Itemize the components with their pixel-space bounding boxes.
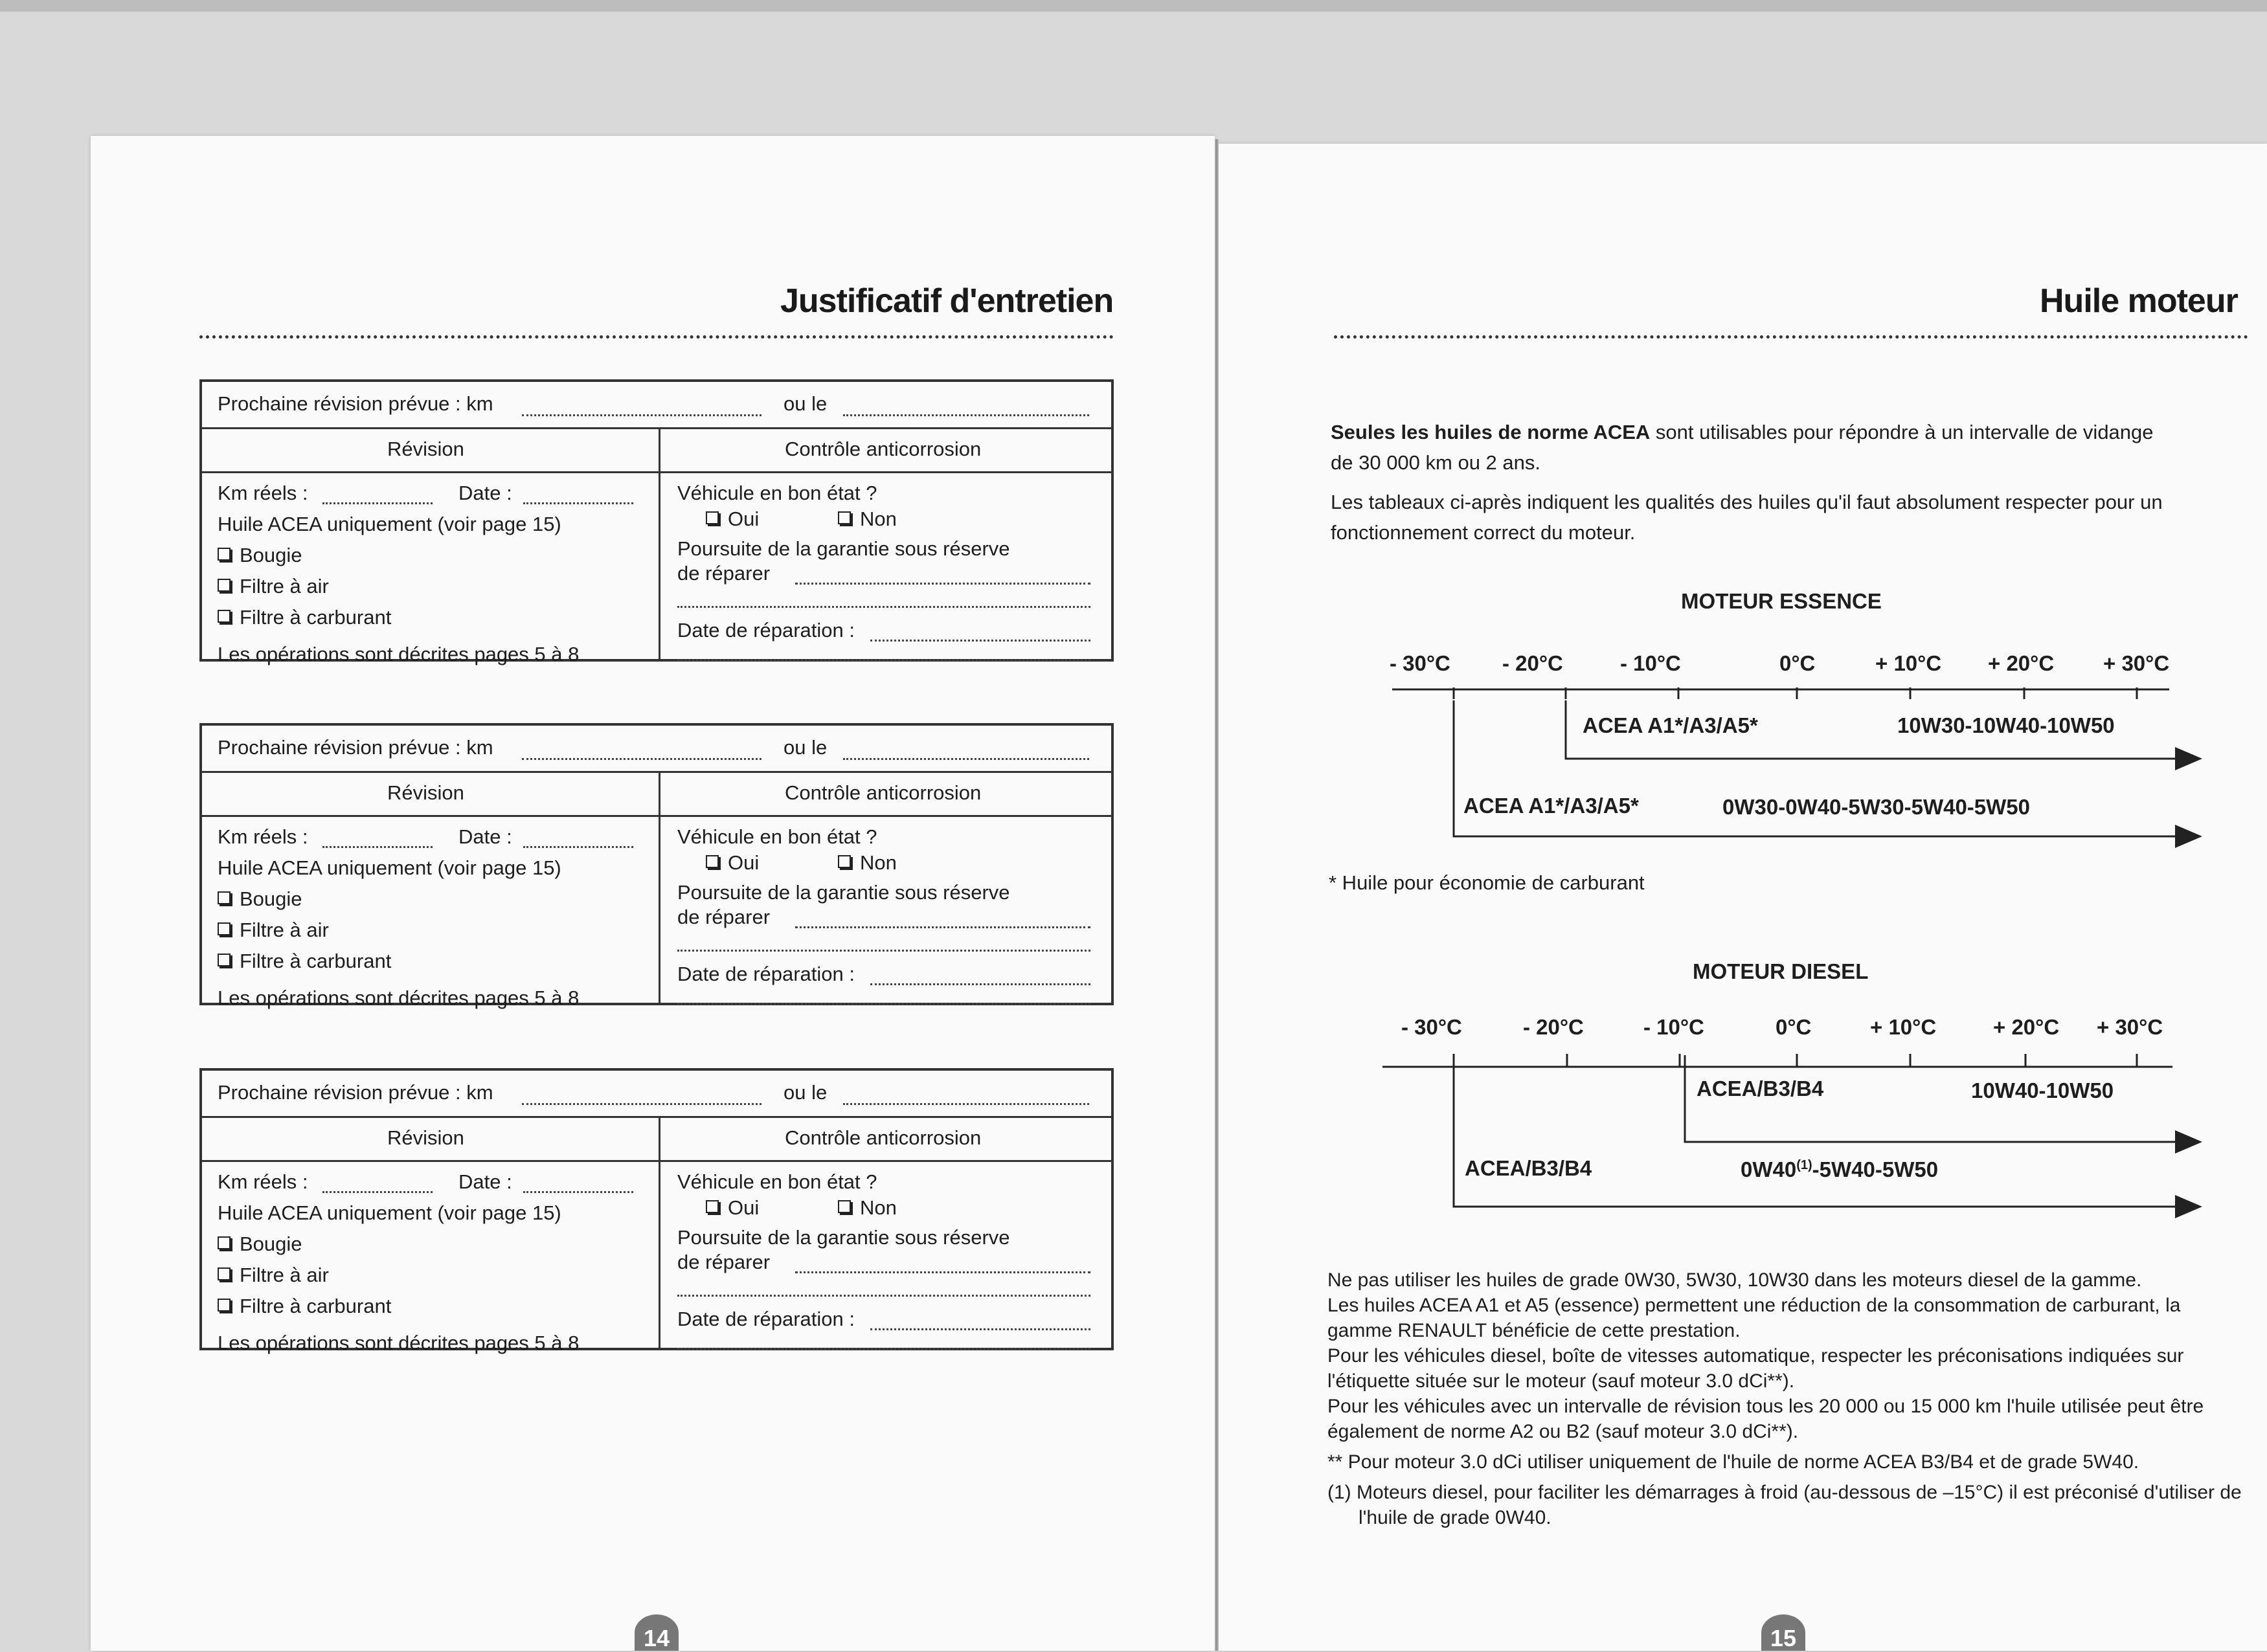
essence-row2-grades: 0W30-0W40-5W30-5W40-5W50 — [1722, 795, 2030, 819]
warranty-line1: Poursuite de la garantie sous réserve — [677, 1226, 1010, 1249]
repair-date-label: Date de réparation : — [677, 1308, 855, 1330]
diesel-row2-grade-b: -5W40-5W50 — [1812, 1157, 1939, 1181]
right-page-title: Huile moteur — [2040, 282, 2238, 320]
note-4: Pour les véhicules avec un intervalle de révision tous les 20 000 ou 15 000 km l'huile utilisée peut être également de norme A2 ou B2 (sauf moteur 3.0 dCi**). — [1327, 1396, 2204, 1442]
yes-label: Oui — [728, 508, 760, 530]
fuel-label: Filtre à carburant — [240, 1295, 392, 1317]
oil-label: Huile ACEA uniquement (voir page 15) — [218, 856, 561, 879]
page-number-14: 14 — [635, 1614, 679, 1651]
note-2: Les huiles ACEA A1 et A5 (essence) permettent une réduction de la consommation de carburant, la gamme RENAULT bénéficie de cette prestation. — [1327, 1295, 2181, 1341]
essence-temp-0: 0°C — [1779, 651, 1816, 675]
repair-date-label: Date de réparation : — [677, 619, 855, 642]
diesel-temp-0: 0°C — [1776, 1015, 1812, 1039]
anticorrosion-header: Contrôle anticorrosion — [785, 781, 982, 804]
diesel-heading: MOTEUR DIESEL — [1693, 959, 1869, 983]
warranty-line1: Poursuite de la garantie sous réserve — [677, 537, 1010, 560]
notes-block — [1327, 1267, 2247, 1530]
note-1: Ne pas utiliser les huiles de grade 0W30, 5W30, 10W30 dans les moteurs diesel de la gamme. — [1327, 1269, 2142, 1291]
left-page-title: Justificatif d'entretien — [780, 282, 1114, 320]
diesel-temp-p30: + 30°C — [2097, 1015, 2163, 1039]
warranty-line2: de réparer — [677, 906, 771, 928]
spark-label: Bougie — [240, 887, 302, 910]
essence-row2-norm: ACEA A1*/A3/A5* — [1463, 794, 1639, 818]
or-label: ou le — [784, 392, 828, 415]
no-label: Non — [860, 851, 897, 874]
diesel-temp-p20: + 20°C — [1993, 1015, 2060, 1039]
operations-text: Les opérations sont décrites pages 5 à 8 — [218, 643, 580, 665]
diesel-row2-grade-a: 0W40 — [1741, 1157, 1797, 1181]
repair-date-label: Date de réparation : — [677, 963, 855, 985]
note-3: Pour les véhicules diesel, boîte de vitesses automatique, respecter les préconisations indiquées sur l'étiquette située sur le moteur (sauf moteur 3.0 dCi**). — [1327, 1345, 2184, 1392]
note-double-star: ** Pour moteur 3.0 dCi utiliser uniquement de l'huile de norme ACEA B3/B4 et de grade 5W40. — [1327, 1451, 2139, 1473]
oil-label: Huile ACEA uniquement (voir page 15) — [218, 513, 561, 535]
warranty-line2: de réparer — [677, 562, 771, 585]
essence-row1-norm: ACEA A1*/A3/A5* — [1583, 713, 1758, 737]
anticorrosion-header: Contrôle anticorrosion — [785, 1126, 982, 1149]
diesel-temp-m20: - 20°C — [1523, 1015, 1584, 1039]
km-label: Km réels : — [218, 482, 308, 504]
operations-text: Les opérations sont décrites pages 5 à 8 — [218, 1332, 580, 1354]
or-label: ou le — [784, 1081, 828, 1104]
diesel-row2-norm: ACEA/B3/B4 — [1465, 1156, 1592, 1180]
vehicle-ok-label: Véhicule en bon état ? — [677, 1170, 877, 1193]
anticorrosion-header: Contrôle anticorrosion — [785, 438, 982, 460]
diesel-row1-grades: 10W40-10W50 — [1971, 1078, 2114, 1102]
air-label: Filtre à air — [240, 919, 329, 941]
no-label: Non — [860, 1196, 897, 1219]
next-revision-label: Prochaine révision prévue : km — [218, 392, 493, 415]
warranty-line1: Poursuite de la garantie sous réserve — [677, 881, 1010, 904]
essence-temp-m10: - 10°C — [1620, 651, 1681, 675]
or-label: ou le — [784, 736, 828, 759]
fuel-label: Filtre à carburant — [240, 950, 392, 972]
date-label: Date : — [458, 1170, 512, 1193]
vehicle-ok-label: Véhicule en bon état ? — [677, 482, 877, 504]
note-footnote-1: (1) Moteurs diesel, pour faciliter les démarrages à froid (au-dessous de –15°C) il est préconisé d'utiliser de l'huile de grade 0W40. — [1327, 1482, 2242, 1528]
essence-row1-grades: 10W30-10W40-10W50 — [1897, 713, 2115, 737]
km-label: Km réels : — [218, 1170, 308, 1193]
essence-footnote: * Huile pour économie de carburant — [1329, 871, 1645, 894]
date-label: Date : — [458, 825, 512, 848]
intro-bold: Seules les huiles de norme ACEA — [1331, 421, 1651, 443]
no-label: Non — [860, 508, 897, 530]
revision-header: Révision — [387, 1126, 464, 1149]
tables-line1: Les tableaux ci-après indiquent les qualités des huiles qu'il faut absolument respecter pour un — [1331, 491, 2163, 513]
fuel-label: Filtre à carburant — [240, 606, 392, 629]
yes-label: Oui — [728, 1196, 760, 1219]
warranty-line2: de réparer — [677, 1251, 771, 1273]
spark-label: Bougie — [240, 544, 302, 566]
intro-rest: sont utilisables pour répondre à un intervalle de vidange — [1650, 421, 2154, 443]
diesel-row1-norm: ACEA/B3/B4 — [1697, 1077, 1824, 1100]
essence-temp-m30: - 30°C — [1390, 651, 1450, 675]
air-label: Filtre à air — [240, 1264, 329, 1286]
next-revision-label: Prochaine révision prévue : km — [218, 1081, 493, 1104]
page-number-15: 15 — [1761, 1614, 1805, 1651]
diesel-row2-sup: (1) — [1796, 1158, 1812, 1172]
revision-header: Révision — [387, 781, 464, 804]
date-label: Date : — [458, 482, 512, 504]
spark-label: Bougie — [240, 1233, 302, 1255]
air-label: Filtre à air — [240, 575, 329, 597]
essence-temp-p20: + 20°C — [1988, 651, 2055, 675]
km-label: Km réels : — [218, 825, 308, 848]
diesel-temp-m10: - 10°C — [1643, 1015, 1704, 1039]
vehicle-ok-label: Véhicule en bon état ? — [677, 825, 877, 848]
diesel-temp-p10: + 10°C — [1870, 1015, 1937, 1039]
essence-temp-p10: + 10°C — [1875, 651, 1942, 675]
oil-label: Huile ACEA uniquement (voir page 15) — [218, 1201, 561, 1224]
next-revision-label: Prochaine révision prévue : km — [218, 736, 493, 759]
intro-line2: de 30 000 km ou 2 ans. — [1331, 451, 1541, 474]
diesel-row2-grades — [1741, 1157, 1938, 1182]
revision-header: Révision — [387, 438, 464, 460]
essence-temp-m20: - 20°C — [1502, 651, 1563, 675]
tables-line2: fonctionnement correct du moteur. — [1331, 521, 1636, 544]
diesel-temp-m30: - 30°C — [1401, 1015, 1462, 1039]
operations-text: Les opérations sont décrites pages 5 à 8 — [218, 987, 580, 1009]
yes-label: Oui — [728, 851, 760, 874]
essence-heading: MOTEUR ESSENCE — [1681, 589, 1882, 613]
essence-temp-p30: + 30°C — [2103, 651, 2170, 675]
